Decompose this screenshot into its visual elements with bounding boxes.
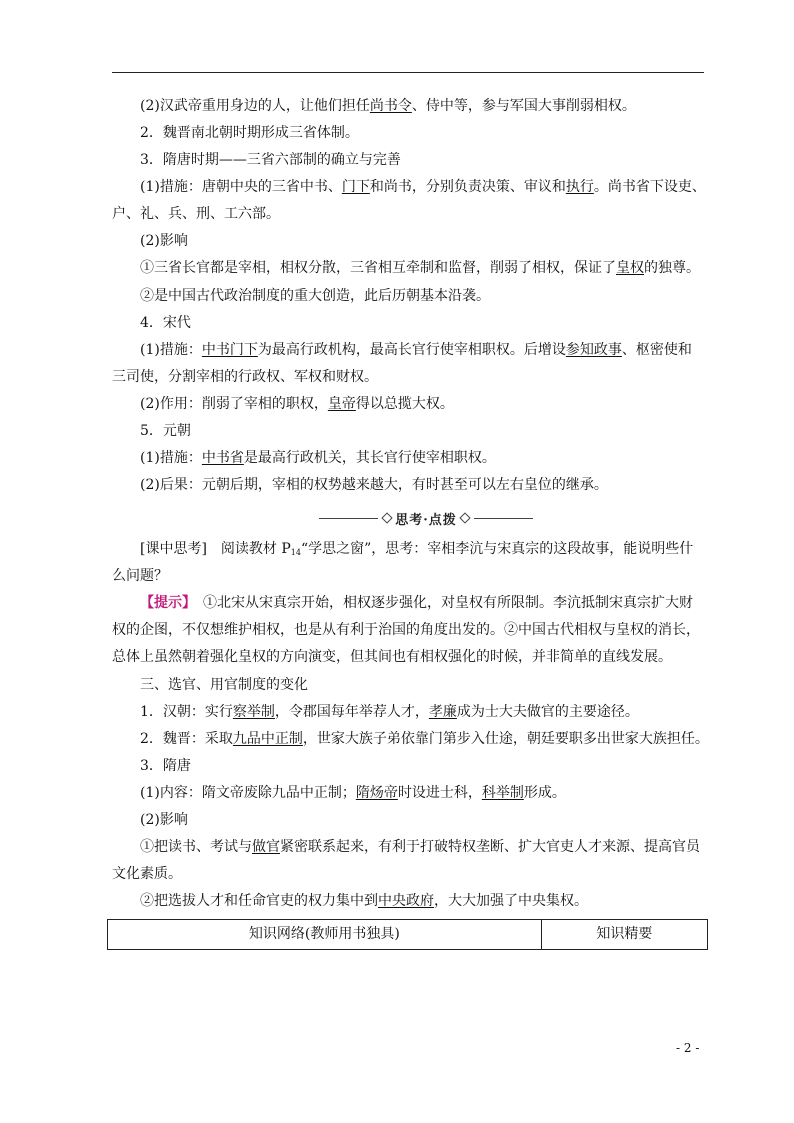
text-line: 2．魏晋：采取九品中正制，世家大族子弟依靠门第步入仕途，朝廷要职多出世家大族担任。 bbox=[140, 731, 709, 747]
page-number: - 2 - bbox=[676, 1041, 700, 1055]
text-line: 权的企图，不仅想维护相权，也是从有利于治国的角度出发的。②中国古代相权与皇权的消长， bbox=[112, 622, 700, 638]
text-line: 【提示】 ①北宋从宋真宗开始，相权逐步强化，对皇权有所限制。李沆抵制宋真宗扩大财 bbox=[140, 595, 693, 611]
text-line: ②把选拔人才和任命官吏的权力集中到中央政府，大大加强了中央集权。 bbox=[140, 893, 588, 909]
text-line: (1)措施：唐朝中央的三省中书、门下和尚书，分别负责决策、审议和执行。尚书省下设吏、 bbox=[140, 179, 706, 195]
section-heading: 三、选官、用官制度的变化 bbox=[140, 677, 308, 693]
table-header-essentials: 知识精要 bbox=[541, 920, 707, 950]
text-line: (1)措施：中书门下为最高行政机构，最高长官行使宰相职权。后增设参知政事、枢密使和 bbox=[140, 342, 692, 358]
section-heading: 5．元朝 bbox=[140, 423, 191, 439]
text-line: ①三省长官都是宰相，相权分散，三省相互牵制和监督，削弱了相权，保证了皇权的独尊。 bbox=[140, 260, 700, 276]
knowledge-table bbox=[107, 919, 708, 950]
text-line: (2)作用：削弱了宰相的职权，皇帝得以总揽大权。 bbox=[140, 396, 454, 412]
hint-label: 【提示】 bbox=[140, 595, 189, 611]
section-heading: 4．宋代 bbox=[140, 315, 191, 331]
text-line: (1)措施：中书省是最高行政机关，其长官行使宰相职权。 bbox=[140, 450, 496, 466]
text-line: ①把读书、考试与做官紧密联系起来，有利于打破特权垄断、扩大官吏人才来源、提高官员 bbox=[140, 839, 700, 855]
think-divider bbox=[316, 509, 536, 527]
text-line: (2)后果：元朝后期，宰相的权势越来越大，有时甚至可以左右皇位的继承。 bbox=[140, 477, 608, 493]
text-line: 三司使，分割宰相的行政权、军权和财权。 bbox=[112, 369, 378, 385]
section-heading: 3．隋唐时期——三省六部制的确立与完善 bbox=[140, 152, 401, 168]
text-line: (2)汉武帝重用身边的人，让他们担任尚书令、侍中等，参与军国大事削弱相权。 bbox=[140, 98, 636, 114]
text-line: (1)内容：隋文帝废除九品中正制；隋炀帝时设进士科，科举制形成。 bbox=[140, 785, 566, 801]
think-title: 思考·点拨 bbox=[395, 512, 457, 528]
text-line: 么问题？ bbox=[112, 568, 168, 584]
text-line: 文化素质。 bbox=[112, 866, 182, 882]
diamond-icon bbox=[382, 512, 393, 523]
text-line: 1．汉朝：实行察举制，令郡国每年举荐人才，孝廉成为士大夫做官的主要途径。 bbox=[140, 704, 639, 720]
diamond-icon bbox=[459, 512, 470, 523]
text-line: (2)影响 bbox=[140, 812, 188, 828]
text-line: 总体上虽然朝着强化皇权的方向演变，但其间也有相权强化的时候，并非简单的直线发展。 bbox=[112, 649, 672, 665]
table-header-network: 知识网络(教师用书独具) bbox=[108, 920, 542, 950]
text-line: [课中思考] 阅读教材 $P_{14}“$学思之窗”，思考：宰相李沆与宋真宗的这段故事，能说明些什 bbox=[140, 541, 694, 557]
text-line: ②是中国古代政治制度的重大创造，此后历朝基本沿袭。 bbox=[140, 288, 490, 304]
text-line: (2)影响 bbox=[140, 233, 188, 249]
header-rule bbox=[112, 72, 704, 73]
text-line: 2．魏晋南北朝时期形成三省体制。 bbox=[140, 125, 359, 141]
text-line: 户、礼、兵、刑、工六部。 bbox=[112, 206, 280, 222]
section-heading: 3．隋唐 bbox=[140, 758, 191, 774]
